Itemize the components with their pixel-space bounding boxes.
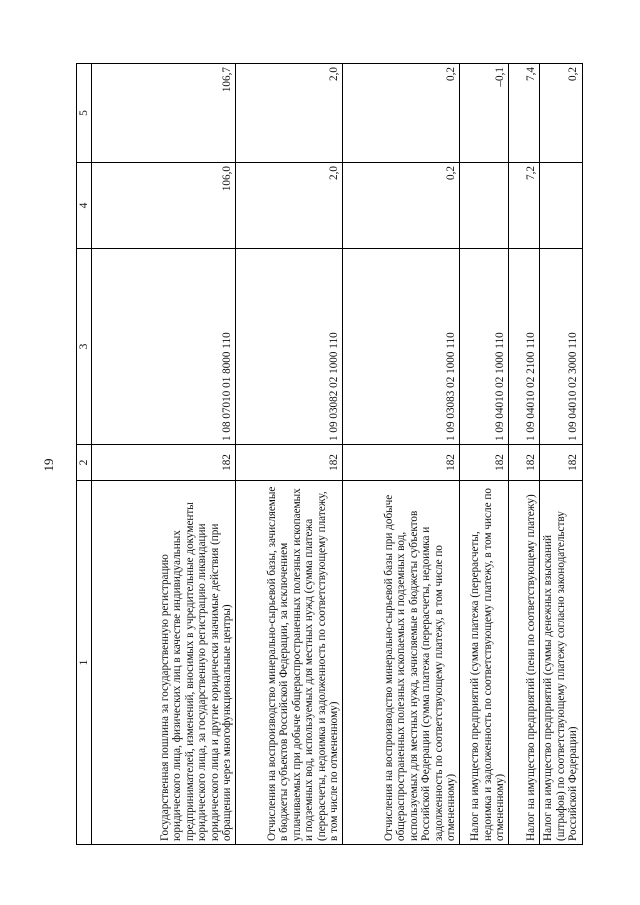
row-name: Отчисления на воспроизводство минерально-сырьевой базы при добыче общераспространенных полезных ископаемых и подземных вод, используемых для местных нужд, зачисляемые в бюджеты субъектов Российской Федерации (сумма платежа (перерасчеты, недоимка и задолженность по соответствующему платежу, в том числе по отмененному) xyxy=(343,481,460,845)
row-admin-code: 182 xyxy=(236,445,343,481)
column-header: 3 xyxy=(77,249,92,445)
row-name: Отчисления на воспроизводство минерально-сырьевой базы, зачисляемые в бюджеты субъектов Российской Федерации, за исключением уплачиваемых при добыче общераспространенных полезных ископаемых и подземных вод, используемых для местных нужд (сумма платежа (перерасчеты, недоимка и задолженность по соответствующему платежу, в том числе по отмененному) xyxy=(236,481,343,845)
column-header: 2 xyxy=(77,445,92,481)
row-admin-code: 182 xyxy=(509,445,540,481)
revenue-table-wrapper xyxy=(76,64,582,845)
table-row xyxy=(92,64,236,845)
row-budget-code: 1 09 04010 02 1000 110 xyxy=(460,249,509,445)
table-row xyxy=(236,64,343,845)
row-budget-code: 1 09 04010 02 3000 110 xyxy=(540,249,582,445)
row-name: Государственная пошлина за государственную регистрацию юридического лица, физических лиц в качестве индивидуальных предпринимателей, изменений, вносимых в учредительные документы юридического лица, за государственную регистрацию ликвидации юридического лица и другие юридически значимые действия (при обращении через многофункциональные центры) xyxy=(92,481,236,845)
column-header: 4 xyxy=(77,163,92,249)
row-value-col4: 2,0 xyxy=(236,163,343,249)
row-value-col4: 7,2 xyxy=(509,163,540,249)
row-value-col5: 7,4 xyxy=(509,64,540,163)
table-row xyxy=(540,64,582,845)
row-value-col5: 106,7 xyxy=(92,64,236,163)
row-value-col5: 0,2 xyxy=(343,64,460,163)
row-admin-code: 182 xyxy=(92,445,236,481)
row-budget-code: 1 09 04010 02 2100 110 xyxy=(509,249,540,445)
row-value-col4: 106,0 xyxy=(92,163,236,249)
row-budget-code: 1 08 07010 01 8000 110 xyxy=(92,249,236,445)
row-name: Налог на имущество предприятий (пени по соответствующему платежу) xyxy=(509,481,540,845)
table-row xyxy=(343,64,460,845)
table-row xyxy=(460,64,509,845)
row-name: Налог на имущество предприятий (сумма платежа (перерасчеты, недоимка и задолженность по соответствующему платежу, в том числе по отмененному) xyxy=(460,481,509,845)
row-value-col5: 0,2 xyxy=(540,64,582,163)
row-admin-code: 182 xyxy=(460,445,509,481)
table-row xyxy=(509,64,540,845)
row-budget-code: 1 09 03082 02 1000 110 xyxy=(236,249,343,445)
row-value-col4 xyxy=(460,163,509,249)
row-value-col5: –0,1 xyxy=(460,64,509,163)
column-header: 5 xyxy=(77,64,92,163)
row-admin-code: 182 xyxy=(540,445,582,481)
row-name: Налог на имущество предприятий (суммы денежных взысканий (штрафов) по соответствующему платежу согласно законодательству Российской Федерации) xyxy=(540,481,582,845)
table-header-row xyxy=(77,64,92,845)
row-budget-code: 1 09 03083 02 1000 110 xyxy=(343,249,460,445)
revenue-table xyxy=(76,63,583,845)
row-admin-code: 182 xyxy=(343,445,460,481)
revenue-table-rotated xyxy=(76,64,582,845)
row-value-col5: 2,0 xyxy=(236,64,343,163)
row-value-col4 xyxy=(540,163,582,249)
row-value-col4: 0,2 xyxy=(343,163,460,249)
column-header: 1 xyxy=(77,481,92,845)
page-number: 19 xyxy=(41,458,56,472)
